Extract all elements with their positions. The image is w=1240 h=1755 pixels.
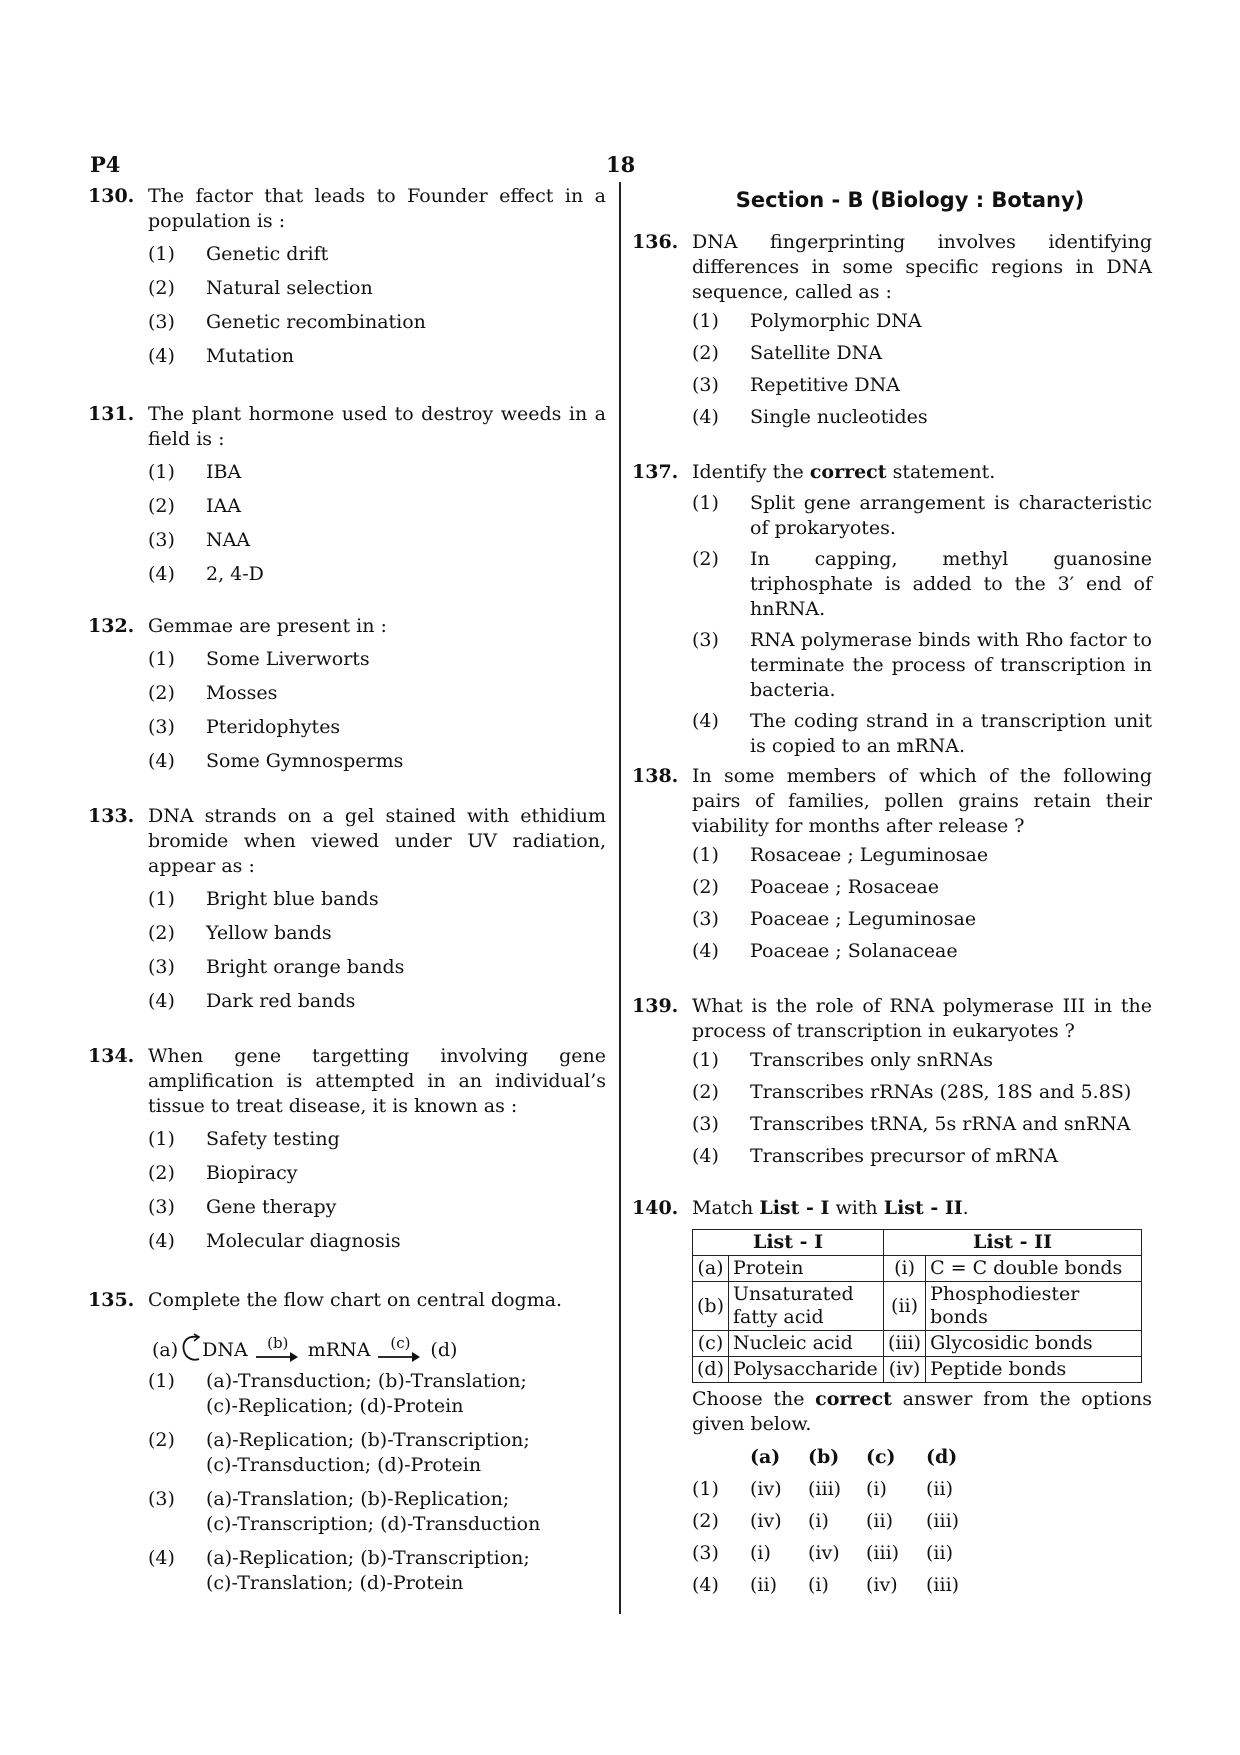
answer-value: (ii) bbox=[926, 1542, 953, 1564]
option bbox=[692, 1048, 1152, 1080]
instruction-text-part: Choose the bbox=[692, 1388, 816, 1410]
answer-value: (iv) bbox=[750, 1510, 782, 1532]
answer-value: (ii) bbox=[926, 1478, 953, 1500]
flow-label-c: (c) bbox=[390, 1334, 411, 1352]
question-text-part: with bbox=[829, 1197, 884, 1219]
option-text: Transcribes rRNAs (28S, 18S and 5.8S) bbox=[750, 1081, 1132, 1103]
option-text: Satellite DNA bbox=[750, 342, 882, 364]
question-number: 139. bbox=[632, 995, 679, 1017]
option-number: (2) bbox=[148, 1162, 175, 1184]
flow-arrow-b bbox=[256, 1335, 300, 1363]
question-number: 140. bbox=[632, 1197, 679, 1219]
left-column bbox=[88, 184, 606, 1605]
option-number: (3) bbox=[692, 629, 719, 651]
option bbox=[692, 341, 1152, 373]
answer-value: (ii) bbox=[866, 1510, 893, 1532]
option-text: Molecular diagnosis bbox=[206, 1230, 401, 1252]
option-number: (1) bbox=[148, 461, 175, 483]
list-2-item: Glycosidic bonds bbox=[926, 1331, 1142, 1357]
question-138 bbox=[632, 764, 1152, 994]
option-line: (c)-Transcription; (d)-Transduction bbox=[206, 1513, 541, 1535]
match-table-row bbox=[693, 1256, 1142, 1282]
question-text-part: Match bbox=[692, 1197, 760, 1219]
answer-value: (i) bbox=[808, 1510, 829, 1532]
question-135 bbox=[88, 1288, 606, 1605]
option-number: (2) bbox=[692, 548, 719, 570]
answer-value: (iv) bbox=[750, 1478, 782, 1500]
option-number: (1) bbox=[692, 310, 719, 332]
option bbox=[148, 310, 606, 344]
option-text: The coding strand in a transcription unit is copied to an mRNA. bbox=[750, 710, 1152, 757]
option bbox=[148, 681, 606, 715]
option-text: Poaceae ; Leguminosae bbox=[750, 908, 977, 930]
match-table-row bbox=[693, 1282, 1142, 1331]
list-1-header: List - I bbox=[693, 1230, 884, 1256]
option bbox=[692, 628, 1152, 703]
option bbox=[148, 1161, 606, 1195]
option-number: (3) bbox=[692, 908, 719, 930]
option-text: IAA bbox=[206, 495, 241, 517]
option-number: (2) bbox=[692, 1510, 719, 1532]
option-text: 2, 4-D bbox=[206, 563, 264, 585]
right-column bbox=[632, 184, 1152, 1601]
option-number: (3) bbox=[148, 1196, 175, 1218]
option-text: Pteridophytes bbox=[206, 716, 341, 738]
option-text: Natural selection bbox=[206, 277, 373, 299]
option bbox=[148, 276, 606, 310]
flow-label-d: (d) bbox=[430, 1339, 458, 1361]
option-number: (4) bbox=[148, 563, 175, 585]
option-text: Safety testing bbox=[206, 1128, 340, 1150]
option-number: (1) bbox=[148, 1370, 175, 1392]
question-137 bbox=[632, 460, 1152, 764]
list-2-key: (iv) bbox=[884, 1357, 926, 1383]
option bbox=[692, 547, 1152, 622]
question-131 bbox=[88, 402, 606, 614]
option-number: (3) bbox=[148, 529, 175, 551]
option-text: In capping, methyl guanosine triphosphate is added to the 3′ end of hnRNA. bbox=[750, 548, 1152, 620]
option bbox=[148, 344, 606, 378]
question-text: The plant hormone used to destroy weeds in a field is : bbox=[148, 403, 606, 450]
option-number: (3) bbox=[148, 311, 175, 333]
list-1-item: Nucleic acid bbox=[729, 1331, 884, 1357]
answer-value: (iii) bbox=[808, 1478, 842, 1500]
option bbox=[692, 709, 1152, 759]
answer-instruction bbox=[692, 1387, 1152, 1437]
option-number: (1) bbox=[148, 648, 175, 670]
question-text: What is the role of RNA polymerase III in the process of transcription in eukaryotes ? bbox=[692, 995, 1152, 1042]
question-134 bbox=[88, 1044, 606, 1288]
list-2-item: Peptide bonds bbox=[926, 1357, 1142, 1383]
option-text: Single nucleotides bbox=[750, 406, 928, 428]
flow-label-a: (a) bbox=[152, 1339, 179, 1361]
answer-value: (iii) bbox=[866, 1542, 900, 1564]
option-text: Poaceae ; Rosaceae bbox=[750, 876, 939, 898]
answer-value: (iv) bbox=[866, 1574, 898, 1596]
option-line: (a)-Replication; (b)-Transcription; bbox=[206, 1429, 530, 1451]
option-number: (1) bbox=[148, 243, 175, 265]
option-number: (3) bbox=[692, 1542, 719, 1564]
page-number: 18 bbox=[606, 152, 636, 177]
option bbox=[692, 373, 1152, 405]
answer-options-grid bbox=[692, 1441, 1152, 1601]
option-number: (1) bbox=[692, 1478, 719, 1500]
option-line: (a)-Replication; (b)-Transcription; bbox=[206, 1547, 530, 1569]
option-text: Genetic recombination bbox=[206, 311, 426, 333]
option-number: (1) bbox=[692, 844, 719, 866]
question-number: 133. bbox=[88, 805, 135, 827]
question-text-part: Identify the bbox=[692, 461, 810, 483]
question-text-emphasis: List - II bbox=[883, 1197, 963, 1219]
question-text-emphasis: List - I bbox=[759, 1197, 830, 1219]
answer-grid-spacer bbox=[692, 1441, 750, 1473]
option-text: Gene therapy bbox=[206, 1196, 337, 1218]
option-number: (1) bbox=[692, 492, 719, 514]
option-number: (4) bbox=[692, 406, 719, 428]
question-text: When gene targetting involving gene amplification is attempted in an individual’s tissue to treat disease, it is known as : bbox=[148, 1045, 606, 1117]
flow-arrow-c bbox=[378, 1335, 422, 1363]
option-text: Transcribes only snRNAs bbox=[750, 1049, 993, 1071]
option-number: (2) bbox=[148, 1429, 175, 1451]
question-number: 138. bbox=[632, 765, 679, 787]
option-text: Transcribes precursor of mRNA bbox=[750, 1145, 1059, 1167]
option bbox=[692, 907, 1152, 939]
answer-value: (iii) bbox=[926, 1574, 960, 1596]
section-title: Section - B (Biology : Botany) bbox=[735, 188, 1085, 212]
option bbox=[148, 242, 606, 276]
option bbox=[692, 875, 1152, 907]
question-text: The factor that leads to Founder effect in a population is : bbox=[148, 185, 606, 232]
option-number: (2) bbox=[148, 922, 175, 944]
flow-label-b: (b) bbox=[267, 1334, 289, 1352]
option-text: NAA bbox=[206, 529, 251, 551]
option-number: (1) bbox=[692, 1049, 719, 1071]
option-text: Mutation bbox=[206, 345, 295, 367]
option-number: (1) bbox=[148, 888, 175, 910]
answer-value: (ii) bbox=[750, 1574, 777, 1596]
option bbox=[148, 494, 606, 528]
list-2-key: (ii) bbox=[884, 1282, 926, 1331]
option-number: (2) bbox=[148, 495, 175, 517]
question-139 bbox=[632, 994, 1152, 1196]
question-text: Gemmae are present in : bbox=[148, 615, 387, 637]
option-text: Yellow bands bbox=[206, 922, 332, 944]
right-arrow-icon bbox=[378, 1351, 422, 1363]
option-number: (4) bbox=[148, 990, 175, 1012]
question-text: DNA fingerprinting involves identifying differences in some specific regions in DNA sequence, called as : bbox=[692, 231, 1152, 303]
instruction-text-emphasis: correct bbox=[815, 1388, 892, 1410]
question-text bbox=[692, 460, 1152, 485]
option-number: (4) bbox=[148, 1230, 175, 1252]
option-number: (2) bbox=[148, 682, 175, 704]
option-line: (a)-Transduction; (b)-Translation; bbox=[206, 1370, 527, 1392]
option-line: (c)-Transduction; (d)-Protein bbox=[206, 1454, 482, 1476]
option bbox=[148, 1127, 606, 1161]
option-number: (3) bbox=[148, 956, 175, 978]
answer-col-c: (c) bbox=[866, 1446, 896, 1468]
option-text: Genetic drift bbox=[206, 243, 329, 265]
paper-code: P4 bbox=[90, 152, 121, 177]
answer-grid-header bbox=[692, 1441, 1152, 1473]
question-text-part: statement. bbox=[886, 461, 996, 483]
option bbox=[692, 405, 1152, 437]
option-text: Rosaceae ; Leguminosae bbox=[750, 844, 989, 866]
list-2-item: C = C double bonds bbox=[926, 1256, 1142, 1282]
option-text: Poaceae ; Solanaceae bbox=[750, 940, 958, 962]
answer-col-b: (b) bbox=[808, 1446, 840, 1468]
option bbox=[148, 921, 606, 955]
option bbox=[148, 1369, 606, 1428]
answer-value: (i) bbox=[808, 1574, 829, 1596]
option-number: (4) bbox=[148, 750, 175, 772]
option-number: (4) bbox=[148, 1547, 175, 1569]
option-text: Some Gymnosperms bbox=[206, 750, 404, 772]
option-text: Biopiracy bbox=[206, 1162, 298, 1184]
list-1-item: Unsaturated fatty acid bbox=[729, 1282, 884, 1331]
option bbox=[148, 460, 606, 494]
option-number: (2) bbox=[692, 876, 719, 898]
option bbox=[148, 1428, 606, 1487]
option-number: (3) bbox=[148, 716, 175, 738]
question-text-part: . bbox=[962, 1197, 969, 1219]
answer-value: (iii) bbox=[926, 1510, 960, 1532]
option bbox=[148, 989, 606, 1023]
option bbox=[692, 843, 1152, 875]
option bbox=[692, 309, 1152, 341]
question-number: 134. bbox=[88, 1045, 135, 1067]
option bbox=[148, 562, 606, 596]
option bbox=[148, 715, 606, 749]
central-dogma-flowchart bbox=[152, 1323, 606, 1363]
option-number: (4) bbox=[692, 940, 719, 962]
option-text: Dark red bands bbox=[206, 990, 356, 1012]
self-loop-arrow-icon bbox=[180, 1333, 202, 1363]
option-text: Bright orange bands bbox=[206, 956, 405, 978]
option-text: Transcribes tRNA, 5s rRNA and snRNA bbox=[750, 1113, 1131, 1135]
option bbox=[692, 1144, 1152, 1176]
answer-option-row bbox=[692, 1473, 1152, 1505]
question-number: 130. bbox=[88, 185, 135, 207]
option-text: Some Liverworts bbox=[206, 648, 370, 670]
question-text-emphasis: correct bbox=[809, 461, 887, 483]
question-136 bbox=[632, 230, 1152, 460]
option-number: (2) bbox=[148, 277, 175, 299]
option-number: (4) bbox=[692, 1574, 719, 1596]
option-number: (1) bbox=[148, 1128, 175, 1150]
question-text: Complete the flow chart on central dogma. bbox=[148, 1289, 563, 1311]
option bbox=[692, 491, 1152, 541]
option bbox=[692, 1112, 1152, 1144]
option-text: Repetitive DNA bbox=[750, 374, 900, 396]
list-2-key: (i) bbox=[884, 1256, 926, 1282]
question-130 bbox=[88, 184, 606, 402]
option-text: IBA bbox=[206, 461, 242, 483]
option-number: (2) bbox=[692, 342, 719, 364]
right-arrow-icon bbox=[256, 1351, 300, 1363]
option-line: (a)-Translation; (b)-Replication; bbox=[206, 1488, 510, 1510]
option bbox=[148, 1195, 606, 1229]
answer-col-a: (a) bbox=[750, 1446, 781, 1468]
list-1-key: (c) bbox=[693, 1331, 729, 1357]
question-132 bbox=[88, 614, 606, 804]
match-table-row bbox=[693, 1357, 1142, 1383]
answer-col-d: (d) bbox=[926, 1446, 958, 1468]
list-2-key: (iii) bbox=[884, 1331, 926, 1357]
flow-label-mrna: mRNA bbox=[307, 1339, 371, 1361]
option bbox=[148, 955, 606, 989]
question-140 bbox=[632, 1196, 1152, 1601]
option-number: (3) bbox=[148, 1488, 175, 1510]
option bbox=[148, 647, 606, 681]
list-1-item: Polysaccharide bbox=[729, 1357, 884, 1383]
answer-value: (iv) bbox=[808, 1542, 840, 1564]
option-number: (4) bbox=[148, 345, 175, 367]
option bbox=[148, 528, 606, 562]
flow-label-dna: DNA bbox=[202, 1339, 248, 1361]
question-text: In some members of which of the following pairs of families, pollen grains retain their viability for months after release ? bbox=[692, 765, 1152, 837]
option-number: (3) bbox=[692, 374, 719, 396]
list-2-item: Phosphodiester bonds bbox=[926, 1282, 1142, 1331]
option-text: Polymorphic DNA bbox=[750, 310, 922, 332]
question-text: DNA strands on a gel stained with ethidium bromide when viewed under UV radiation, appear as : bbox=[148, 805, 606, 877]
match-table bbox=[692, 1229, 1142, 1383]
option-text: Mosses bbox=[206, 682, 278, 704]
option-number: (4) bbox=[692, 1145, 719, 1167]
question-133 bbox=[88, 804, 606, 1044]
question-number: 131. bbox=[88, 403, 135, 425]
option bbox=[148, 749, 606, 783]
option-number: (4) bbox=[692, 710, 719, 732]
list-1-item: Protein bbox=[729, 1256, 884, 1282]
option bbox=[692, 939, 1152, 971]
answer-value: (i) bbox=[866, 1478, 887, 1500]
option bbox=[148, 1546, 606, 1605]
option-text: RNA polymerase binds with Rho factor to terminate the process of transcription in bacteria. bbox=[750, 629, 1152, 701]
answer-value: (i) bbox=[750, 1542, 771, 1564]
match-table-header bbox=[693, 1230, 1142, 1256]
option-line: (c)-Translation; (d)-Protein bbox=[206, 1572, 464, 1594]
option-text: Split gene arrangement is characteristic of prokaryotes. bbox=[750, 492, 1152, 539]
question-stem bbox=[632, 1196, 1152, 1221]
answer-option-row bbox=[692, 1505, 1152, 1537]
match-table-row bbox=[693, 1331, 1142, 1357]
option-text: Bright blue bands bbox=[206, 888, 379, 910]
option bbox=[148, 1229, 606, 1263]
option bbox=[148, 1487, 606, 1546]
option-line: (c)-Replication; (d)-Protein bbox=[206, 1395, 464, 1417]
question-number: 137. bbox=[632, 461, 679, 483]
answer-option-row bbox=[692, 1569, 1152, 1601]
list-1-key: (d) bbox=[693, 1357, 729, 1383]
list-1-key: (b) bbox=[693, 1282, 729, 1331]
option-number: (2) bbox=[692, 1081, 719, 1103]
option-number: (3) bbox=[692, 1113, 719, 1135]
question-number: 135. bbox=[88, 1289, 135, 1311]
option bbox=[692, 1080, 1152, 1112]
column-divider bbox=[619, 182, 621, 1614]
list-1-key: (a) bbox=[693, 1256, 729, 1282]
question-number: 132. bbox=[88, 615, 135, 637]
instruction-text-part: answer from the options given below. bbox=[692, 1388, 1152, 1435]
option bbox=[148, 887, 606, 921]
list-2-header: List - II bbox=[884, 1230, 1142, 1256]
question-number: 136. bbox=[632, 231, 679, 253]
answer-option-row bbox=[692, 1537, 1152, 1569]
